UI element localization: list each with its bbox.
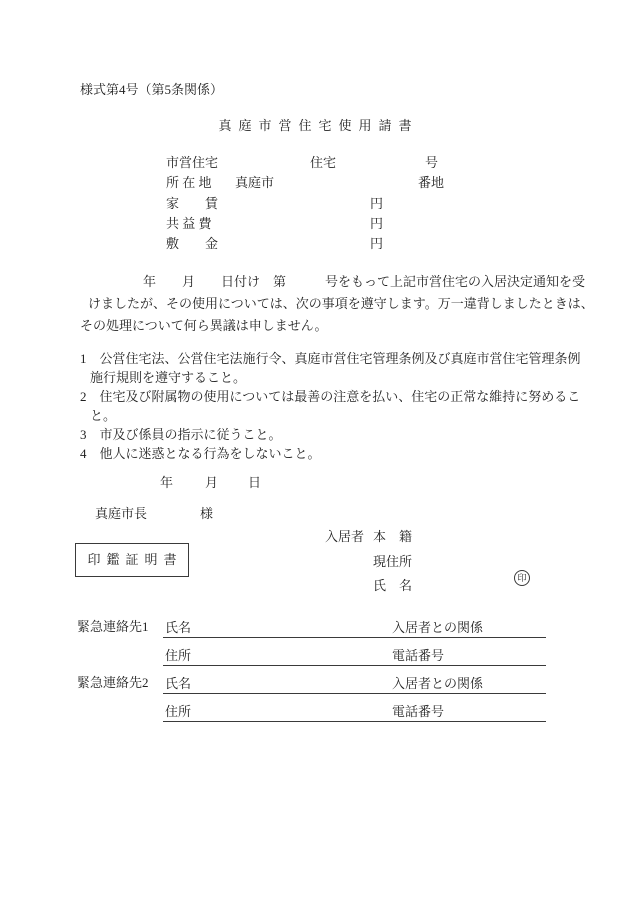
relation-field-label: 入居者との関係 bbox=[392, 620, 484, 635]
date-month-label: 月 bbox=[205, 475, 219, 490]
form-number: 様式第4号（第5条関係） bbox=[80, 82, 224, 97]
date-day-label: 日 bbox=[248, 475, 262, 490]
relation-field-label: 入居者との関係 bbox=[392, 676, 484, 691]
body-paragraph-line3: その処理について何ら異議は申しません。 bbox=[80, 318, 328, 333]
housing-row-rent bbox=[166, 194, 496, 214]
rule-item-4: 4 他人に迷惑となる行為をしないこと。 bbox=[80, 446, 321, 461]
housing-row-common-fee bbox=[166, 214, 496, 234]
page-title: 真庭市営住宅使用請書 bbox=[218, 118, 419, 133]
housing-info-table bbox=[166, 153, 496, 254]
applicant-label: 入居者 bbox=[325, 529, 365, 544]
housing-unit-word: 住宅 bbox=[310, 155, 337, 170]
emergency-contact-1-label: 緊急連絡先1 bbox=[77, 619, 149, 634]
emergency-contact-1-name-row bbox=[163, 616, 546, 638]
housing-yen-suffix: 円 bbox=[370, 215, 384, 231]
housing-label: 所 在 地 bbox=[166, 175, 212, 191]
housing-yen-suffix: 円 bbox=[370, 195, 384, 211]
emergency-contact-1-address-row bbox=[163, 644, 546, 666]
housing-label: 敷 金 bbox=[166, 236, 219, 252]
body-paragraph-line1: 年 月 日付け 第 号をもって上記市営住宅の入居決定通知を受 bbox=[143, 274, 586, 289]
rule-item-2: 2 住宅及び附属物の使用については最善の注意を払い、住宅の正常な維持に努めること。 bbox=[80, 389, 581, 423]
name-field-label: 氏名 bbox=[165, 620, 192, 635]
applicant-field-domicile: 本 籍 bbox=[373, 529, 413, 544]
seal-certificate-box: 印鑑証明書 bbox=[75, 543, 189, 577]
housing-label: 市営住宅 bbox=[166, 155, 219, 170]
rule-item-1: 1 公営住宅法、公営住宅法施行令、真庭市営住宅管理条例及び真庭市営住宅管理条例施行規則を遵守すること。 bbox=[80, 351, 581, 385]
housing-row-name bbox=[166, 153, 496, 173]
addressee-honorific: 様 bbox=[200, 506, 214, 521]
rule-item-3: 3 市及び係員の指示に従うこと。 bbox=[80, 427, 282, 442]
housing-yen-suffix: 円 bbox=[370, 236, 384, 252]
emergency-contact-2-label: 緊急連絡先2 bbox=[77, 675, 149, 690]
emergency-contact-2-address-row bbox=[163, 700, 546, 722]
address-field-label: 住所 bbox=[165, 648, 192, 663]
phone-field-label: 電話番号 bbox=[392, 648, 445, 663]
seal-icon: 印 bbox=[514, 570, 530, 586]
housing-label: 共 益 費 bbox=[166, 215, 212, 231]
applicant-field-current-address: 現住所 bbox=[373, 554, 413, 569]
housing-number-suffix: 号 bbox=[425, 155, 439, 170]
rules-list bbox=[80, 349, 592, 463]
addressee-mayor: 真庭市長 bbox=[95, 506, 148, 521]
date-year-label: 年 bbox=[160, 475, 174, 490]
address-field-label: 住所 bbox=[165, 704, 192, 719]
phone-field-label: 電話番号 bbox=[392, 704, 445, 719]
housing-city-value: 真庭市 bbox=[235, 175, 275, 191]
housing-row-address bbox=[166, 173, 496, 193]
housing-banchi-suffix: 番地 bbox=[418, 175, 445, 191]
housing-row-deposit bbox=[166, 234, 496, 254]
housing-label: 家 賃 bbox=[166, 195, 219, 211]
body-paragraph-line2: けましたが、その使用については、次の事項を遵守します。万一違背しましたときは、 bbox=[88, 296, 594, 311]
applicant-field-name: 氏 名 bbox=[373, 578, 413, 593]
name-field-label: 氏名 bbox=[165, 676, 192, 691]
emergency-contact-2-name-row bbox=[163, 672, 546, 694]
